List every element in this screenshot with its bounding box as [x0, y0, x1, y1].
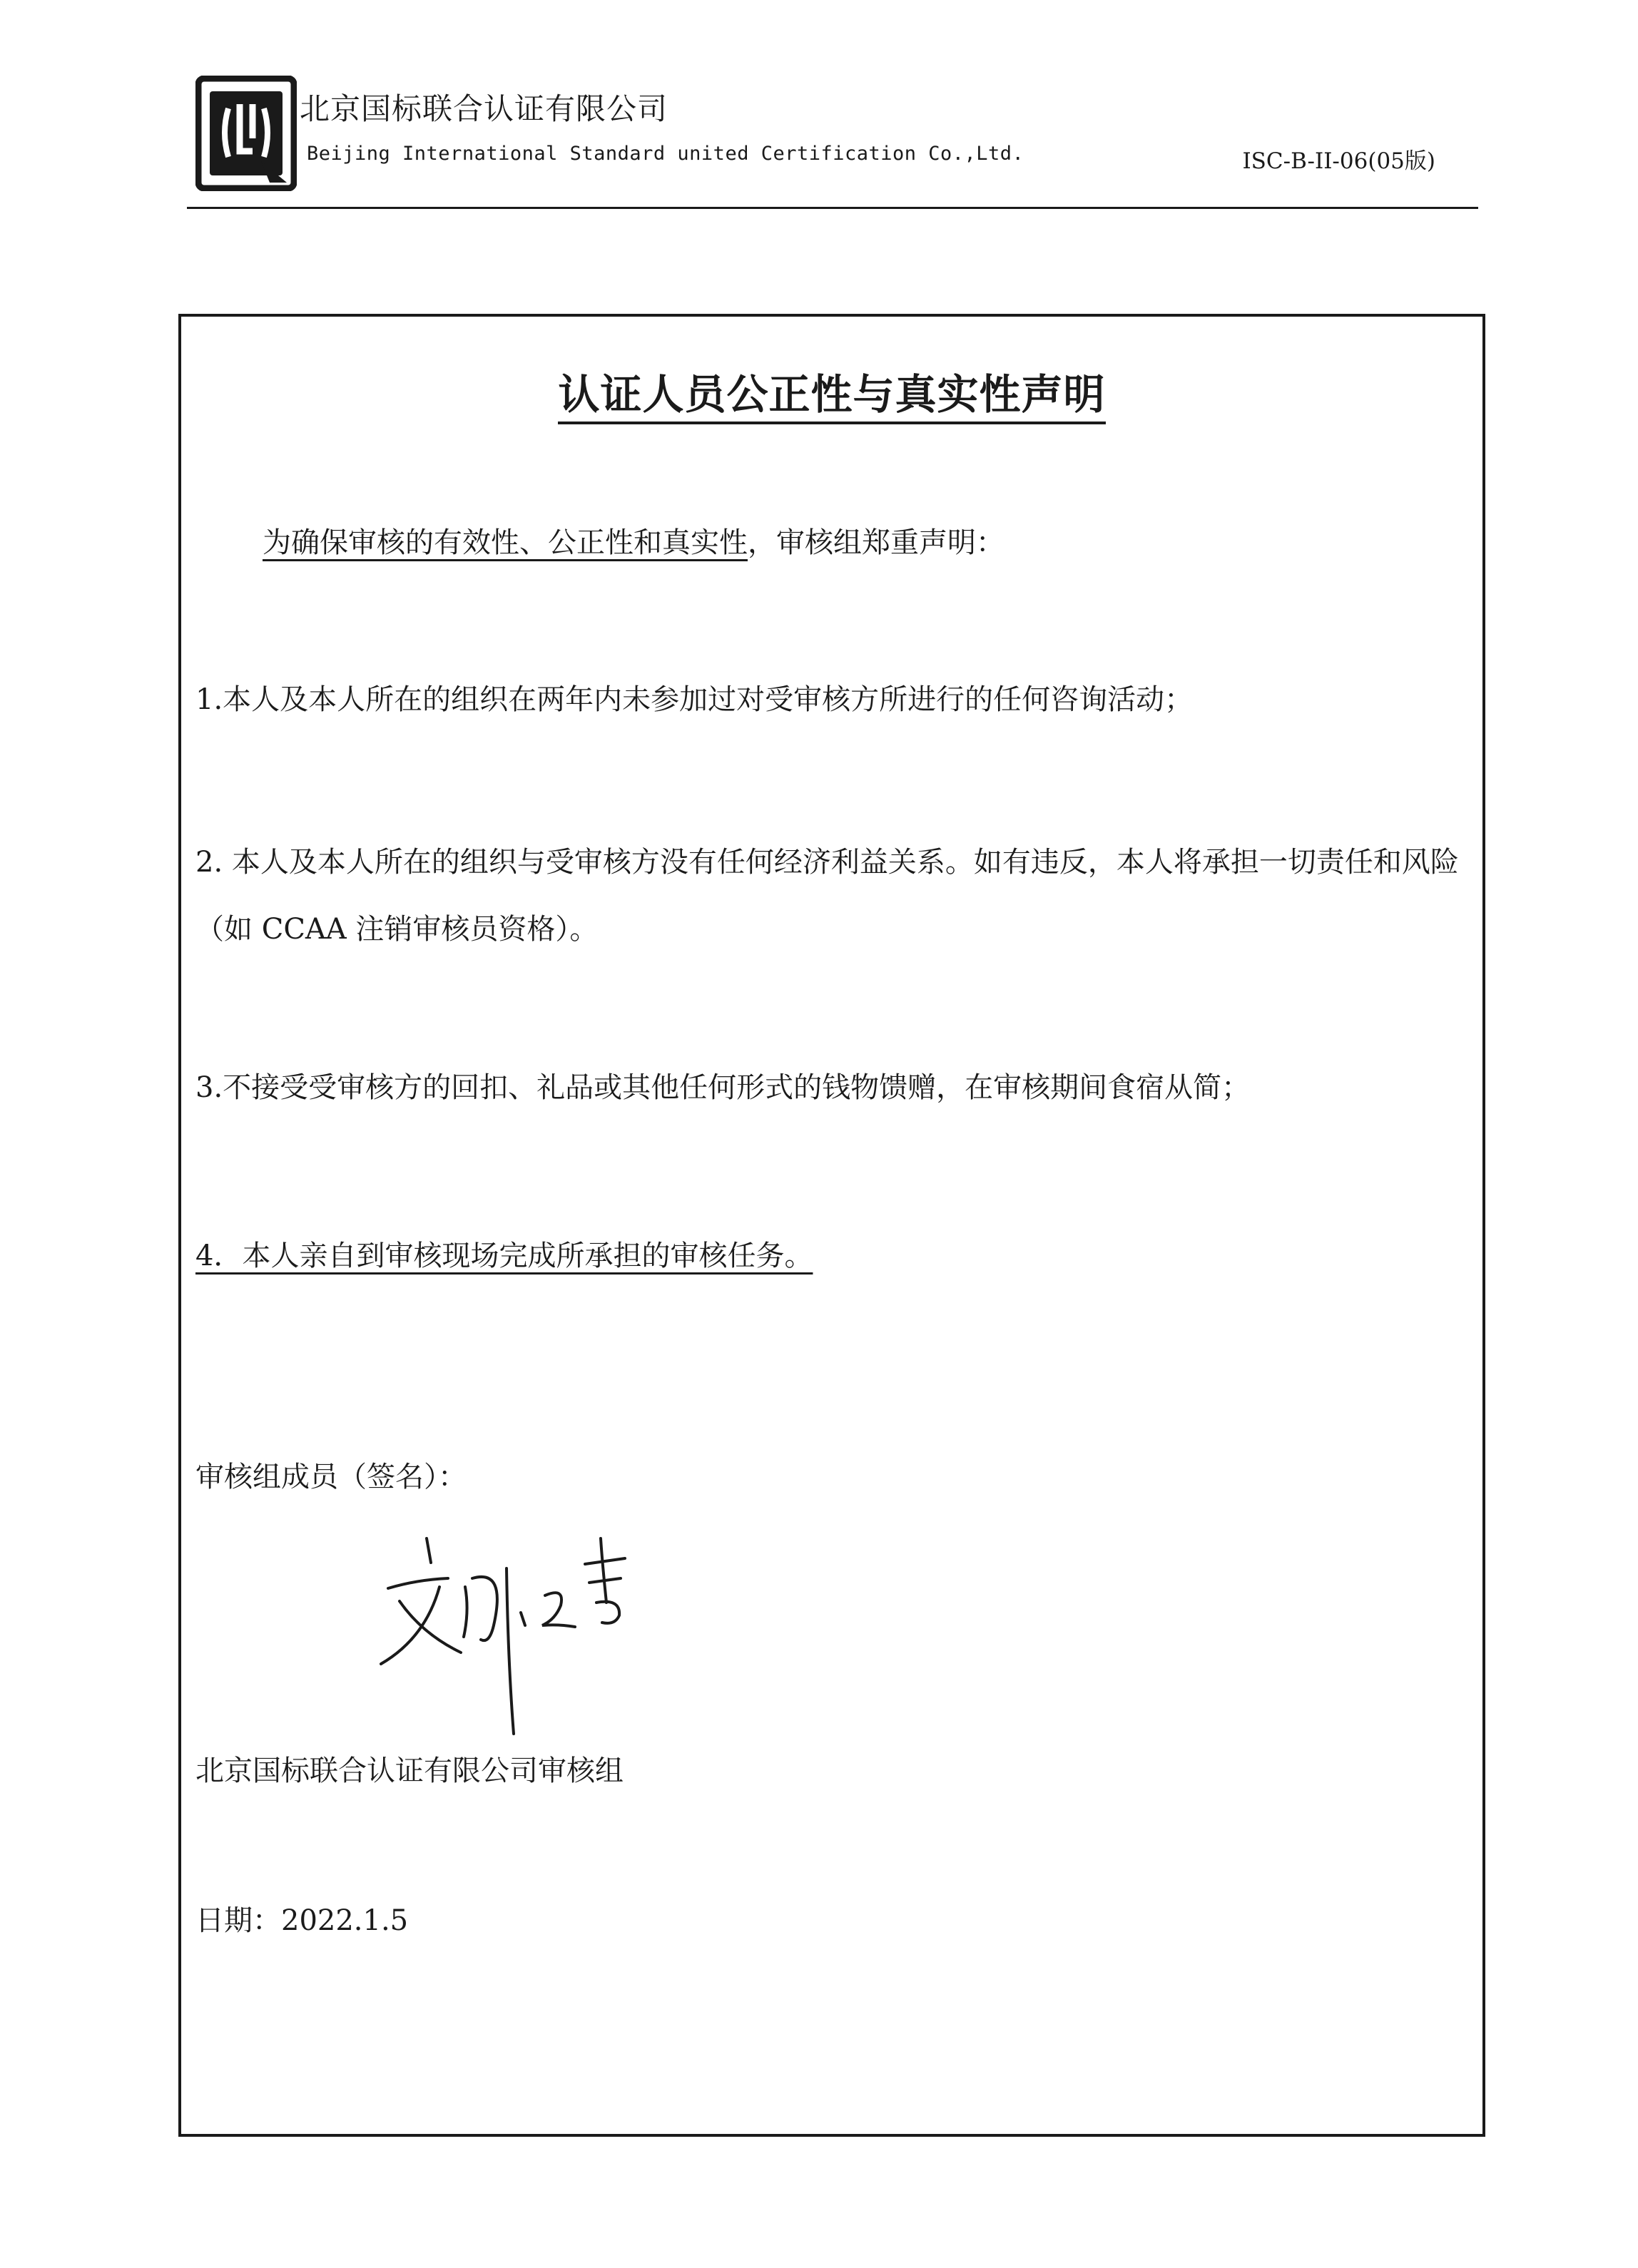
declaration-item-4-text: 4．本人亲自到审核现场完成所承担的审核任务。: [195, 1240, 813, 1272]
date-label: 日期：: [195, 1904, 281, 1937]
handwritten-signature: [374, 1518, 673, 1761]
date-line: [195, 1887, 1468, 1954]
declaration-item-1: 1.本人及本人所在的组织在两年内未参加过对受审核方所进行的任何咨询活动；: [195, 683, 1194, 716]
members-signature-label: 审核组成员（签名）：: [195, 1461, 467, 1493]
intro-paragraph: [263, 509, 1468, 576]
declaration-item-3: 3.不接受受审核方的回扣、礼品或其他任何形式的钱物馈赠，在审核期间食宿从简；: [195, 1071, 1251, 1104]
organization-name: 北京国标联合认证有限公司审核组: [195, 1754, 624, 1787]
company-logo-icon: [195, 76, 297, 191]
company-name-en: Beijing International Standard united Certification Co.,Ltd.: [307, 143, 1024, 165]
intro-underlined-text: 为确保审核的有效性、公正性和真实性: [263, 526, 748, 559]
declaration-frame: [178, 314, 1485, 2137]
company-name-cn: 北京国标联合认证有限公司: [300, 91, 668, 126]
date-value: 2022.1.5: [281, 1904, 409, 1937]
form-code: ISC-B-II-06(05版): [1242, 148, 1435, 174]
document-title: [181, 361, 1482, 421]
intro-rest-text: ，审核组郑重声明：: [748, 526, 1004, 559]
declaration-item-4: [195, 1222, 1468, 1289]
header-rule: [187, 207, 1478, 209]
document-title-text: 认证人员公正性与真实性声明: [558, 370, 1105, 424]
declaration-item-2: 2. 本人及本人所在的组织与受审核方没有任何经济利益关系。如有违反，本人将承担一切责任和风险（如 CCAA 注销审核员资格）。: [195, 846, 1459, 946]
letterhead: [187, 71, 1478, 214]
